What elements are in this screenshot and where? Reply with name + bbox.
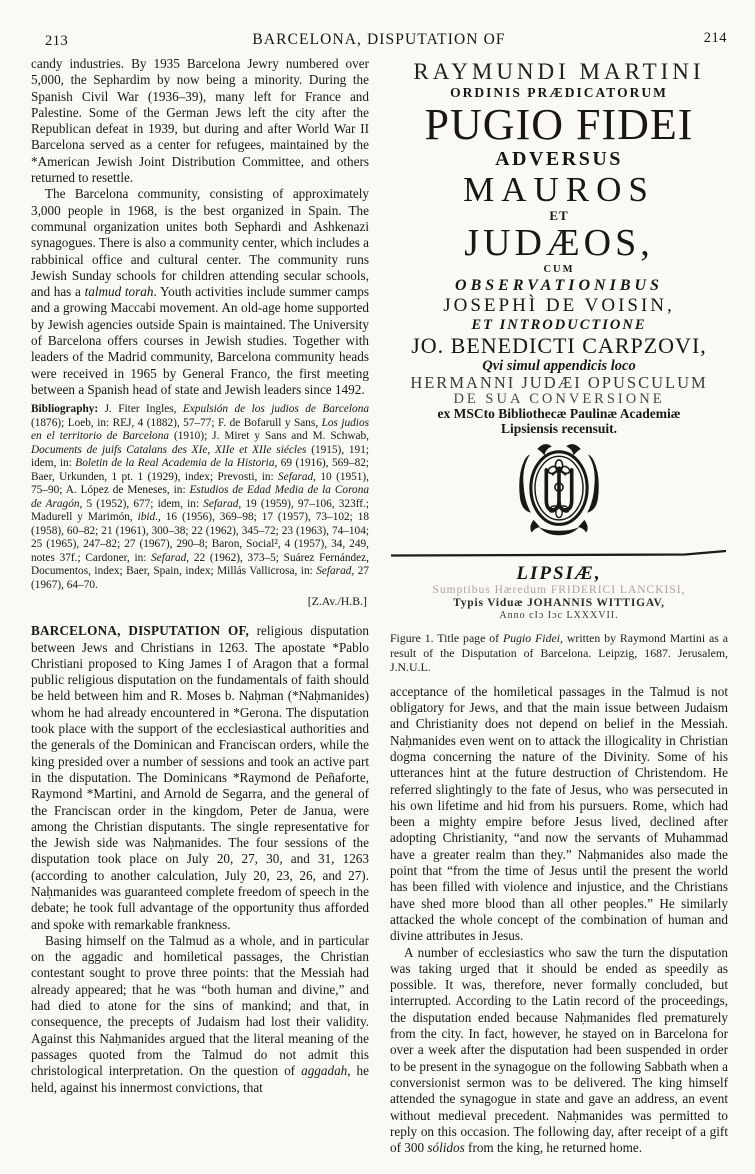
- imprint-publisher: Sumptibus Hæredum FRIDERICI LANCKISI,: [432, 584, 686, 596]
- titlepage-qvi-simul: Qvi simul appendicis loco: [482, 358, 636, 374]
- italic-text: Los judios en el territorio de Barcelona: [31, 416, 369, 443]
- text: from the king, he returned home.: [464, 1140, 642, 1156]
- text: religious disputation between Jews and Christians in 1263. The apostate *Pablo Christiani proposed to King James I of Aragon that a formal public religious disputation on the fundamentals of faith should be held between him and R. Moses b. Naḥman (*Naḥmanides) whom he had already encountered in *Gerona. The disputation took place with the support of the ecclesiastical authorities and the generals of the Dominican and Franciscan orders, while the king presided over a number of sessions and took an active part in the disputation. The Dominicans *Raymond de Peñaforte, Raymond *Martini, and Arnold de Segarra, and the general of the Franciscan order in the kingdom, Peter de Janua, were among the Christian disputants. The single representative for the Jewish side was Naḥmanides. The four sessions of the disputation took place on July 20, 27, 30, and 31, 1263 (according to another calculation, July 20, 23, 26, and 27). Naḥmanides was guaranteed complete freedom of speech in the debate; he took full advantage of the opportunity thus afforded and spoke with remarkable frankness.: [31, 623, 369, 932]
- titlepage-hermanni: HERMANNI JUDÆI OPUSCULUM: [410, 373, 708, 392]
- titlepage-carpzovi: JO. BENEDICTI CARPZOVI,: [411, 333, 707, 358]
- figure-title-page: [390, 56, 728, 675]
- text: 69 (1916), 569–82; Baer, Urkunden, 1 pt. 1 (1929), index; Prevosti, in:: [31, 457, 370, 483]
- text: (1876); Loeb, in: REJ, 4 (1882), 57–77; F. de Bofarull y Sans,: [31, 416, 322, 429]
- entry-barcelona-disputation: [31, 623, 369, 1096]
- imprint-year: Anno cIɔ Iɔc LXXXVII.: [499, 610, 619, 621]
- author-signature: [Z.Av./H.B.]: [307, 594, 367, 609]
- titlepage-adversus: ADVERSUS: [495, 148, 623, 170]
- italic-text: ibid.,: [137, 511, 161, 524]
- titlepage-judaeos: JUDÆOS,: [464, 222, 654, 264]
- italic-text: Pugio Fidei,: [503, 631, 563, 645]
- italic-text: Sefarad,: [151, 551, 190, 564]
- italic-text: sólidos: [427, 1140, 465, 1156]
- intro-paragraphs: [31, 56, 369, 398]
- text: Figure 1. Title page of: [390, 631, 503, 645]
- text: 10 (1951), 75–90; A. López de Meneses, in:: [31, 470, 370, 497]
- imprint-rule: [390, 545, 728, 563]
- paragraph-barcelona-jewry: [31, 56, 369, 186]
- text: A number of ecclesiastics who saw the turn the disputation was taking urged that it should be ended as speedily as possible. It was, therefore, never formally concluded, but interrupted. According to the Latin record of the proceedings, the disputation ended because Naḥmanides fled prematurely from the city. In fact, however, he stayed on in Barcelona for over a week after the disputation had been suspended in order to be present in the synagogue on the following Sabbath when a conversionist sermon was to be delivered. The king himself attended the synagogue in state and gave an address, an event without medieval precedent. Naḥmanides was permitted to reply on this occasion. The following day, after receipt of a gift of 300: [390, 944, 728, 1156]
- italic-text: aggadah: [301, 1063, 348, 1079]
- body-paragraphs: [390, 684, 728, 1157]
- italic-text: Sefarad,: [203, 497, 242, 510]
- imprint-printer: Typis Viduæ JOHANNIS WITTIGAV,: [453, 597, 665, 609]
- text: candy industries. By 1935 Barcelona Jewry numbered over 5,000, the Sephardim by now being a minority. During the Spanish Civil War (1936–39), many left for France and Palestine. Some of the German Jews left the city after the Republican defeat in 1939, but during and after World War II Barcelona served as a center for refugees, maintained by the *American Jewish Joint Distribution Committee, and others returned to resettle.: [31, 56, 369, 186]
- italic-text: Expulsión de los judios de Barcelona: [182, 403, 369, 416]
- italic-text: Sefarad,: [278, 470, 316, 483]
- paragraph-ecclesiastics: [390, 945, 728, 1157]
- paragraph-community: [31, 186, 369, 398]
- italic-text: Estudios de Edad Media de la Corona de Aragón,: [31, 484, 369, 510]
- bibliography: [31, 403, 369, 592]
- rule-line-icon: [390, 550, 728, 558]
- titlepage-josephi-de-voisin: JOSEPHÌ DE VOISIN,: [443, 295, 675, 316]
- titlepage-cum: CUM: [543, 264, 575, 275]
- entry-lead-paragraph: [31, 623, 369, 933]
- imprint-text: [390, 563, 728, 622]
- text: 16 (1956), 369–98; 17 (1957), 73–102; 18 (1958), 60–82; 21 (1961), 300–38; 22 (1962), 345–72; 23 (1963), 74–104; 25 (1965), 247–82; 27 (1967), 290–8; Baron, Social², 4 (1957), 34, 249, notes 37f.; Cardoner, in:: [31, 511, 369, 564]
- text: The Barcelona community, consisting of approximately 3,000 people in 1968, is the best organized in Spain. The communal organization unites both Sephardi and Ashkenazi synagogues. There is also a community center, which includes a rabbinical office and cultural center. The community runs Jewish Sunday schools for children attending secular schools, and has a: [31, 186, 369, 300]
- text: 5 (1952), 677; idem, in:: [82, 497, 204, 510]
- paragraph-acceptance: [390, 684, 728, 945]
- text: (1910); J. Miret y Sans and M. Schwab,: [169, 430, 369, 443]
- imprint-lipsiae: LIPSIÆ,: [516, 563, 602, 584]
- titlepage-introductione: ET INTRODUCTIONE: [471, 317, 647, 333]
- left-page-number: 213: [45, 33, 69, 49]
- italic-text: talmud torah: [84, 284, 154, 300]
- two-column-layout: [31, 56, 728, 1156]
- entry-paragraph-basing: [31, 933, 369, 1096]
- printer-monogram-icon: [513, 440, 605, 538]
- text: acceptance of the homiletical passages in the Talmud is not obligatory for Jews, and that the main issue between Judaism and Christianity does not depend on belief in the Messiah. Naḥmanides even went on to attack the illogicality in Christian dogma concerning the nature of the Divinity. Some of his utterances hint at the future destruction of Christendom. He referred slightingly to the fate of Jesus, who was persecuted in his own lifetime and hid from his pursuers. Rome, which had been a mighty empire before Jesus lived, declined after adopting Christianity, “and now the servants of Muhammad have a greater realm than they.” Naḥmanides also made the point that “from the time of Jesus until the present the world has been filled with violence and injustice, and the Christians have shed more blood than all other peoples.” He similarly attacked the whole concept of the combination of human and divine attributes in Jesus.: [390, 683, 728, 944]
- bold-text: Bibliography:: [31, 403, 105, 416]
- text: J. Fiter Ingles,: [104, 403, 183, 416]
- running-head-title: BARCELONA, DISPUTATION OF: [252, 31, 506, 48]
- titlepage-author: RAYMUNDI MARTINI: [413, 59, 705, 84]
- text: . Youth activities include summer camps and a growing Maccabi movement. An old-age home supported by Jewish agencies outside Spain is maintained. The University of Barcelona offers courses in Jewish studies. Together with leaders of the Madrid community, Barcelona community heads were received in 1965 by General Franco, the first meeting between a Spanish head of state and Jewish leaders since 1492.: [31, 284, 369, 397]
- left-column: [31, 56, 369, 1156]
- right-page-number: 214: [703, 30, 727, 46]
- right-column: [390, 56, 728, 1156]
- bold-text: BARCELONA, DISPUTATION OF,: [31, 623, 250, 639]
- titlepage-order: ORDINIS PRÆDICATORUM: [450, 85, 668, 100]
- running-header: [31, 30, 727, 52]
- figure-caption: [390, 631, 728, 675]
- title-page-text: [390, 56, 728, 436]
- printer-device-ornament: [390, 440, 728, 543]
- text: 19 (1959), 97–106, 323ff.; Madurell y Marimón,: [31, 497, 369, 524]
- italic-text: Documents de juifs Catalans des XIe, XIIe et XIIe siécles: [31, 443, 307, 456]
- titlepage-mauros: MAUROS: [463, 170, 655, 209]
- text: (1915), 191; idem, in:: [31, 443, 369, 470]
- titlepage-exmscto: ex MSCto Bibliothecæ Paulinæ Academiæ: [437, 406, 681, 421]
- titlepage-conversione: DE SUA CONVERSIONE: [453, 391, 665, 407]
- text: Basing himself on the Talmud as a whole, and in particular on the aggadic and homiletical passages, the Christian contestant sought to prove three points: that the Messiah had already appeared; that he was “both human and divine,” and had died to atone for the sins of mankind; and that, in consequence, the precepts of Judaism had lost their validity. Against this Naḥmanides argued that the literal meaning of the passages quoted from the Talmud do not admit this christological interpretation. On the question of: [31, 932, 369, 1079]
- text: written by Raymond Martini as a result of the Disputation of Barcelona. Leipzig, 1687. Jerusalem, J.N.U.L.: [390, 631, 729, 675]
- titlepage-main-title: PUGIO FIDEI: [424, 100, 694, 149]
- text: 27 (1967), 64–70.: [31, 565, 369, 591]
- titlepage-recensuit: Lipsiensis recensuit.: [500, 421, 617, 436]
- text: , he held, against his innermost convictions, that: [31, 1063, 370, 1095]
- titlepage-observationibus: OBSERVATIONIBUS: [455, 277, 663, 294]
- italic-text: Sefarad,: [316, 565, 355, 578]
- titlepage-et: ET: [549, 208, 569, 223]
- text: 22 (1962), 373–5; Suárez Fernández, Documentos, index; Baer, Spain, index; Millás Vallicrosa, in:: [31, 551, 369, 578]
- italic-text: Boletin de la Real Academia de la Historia,: [75, 457, 278, 470]
